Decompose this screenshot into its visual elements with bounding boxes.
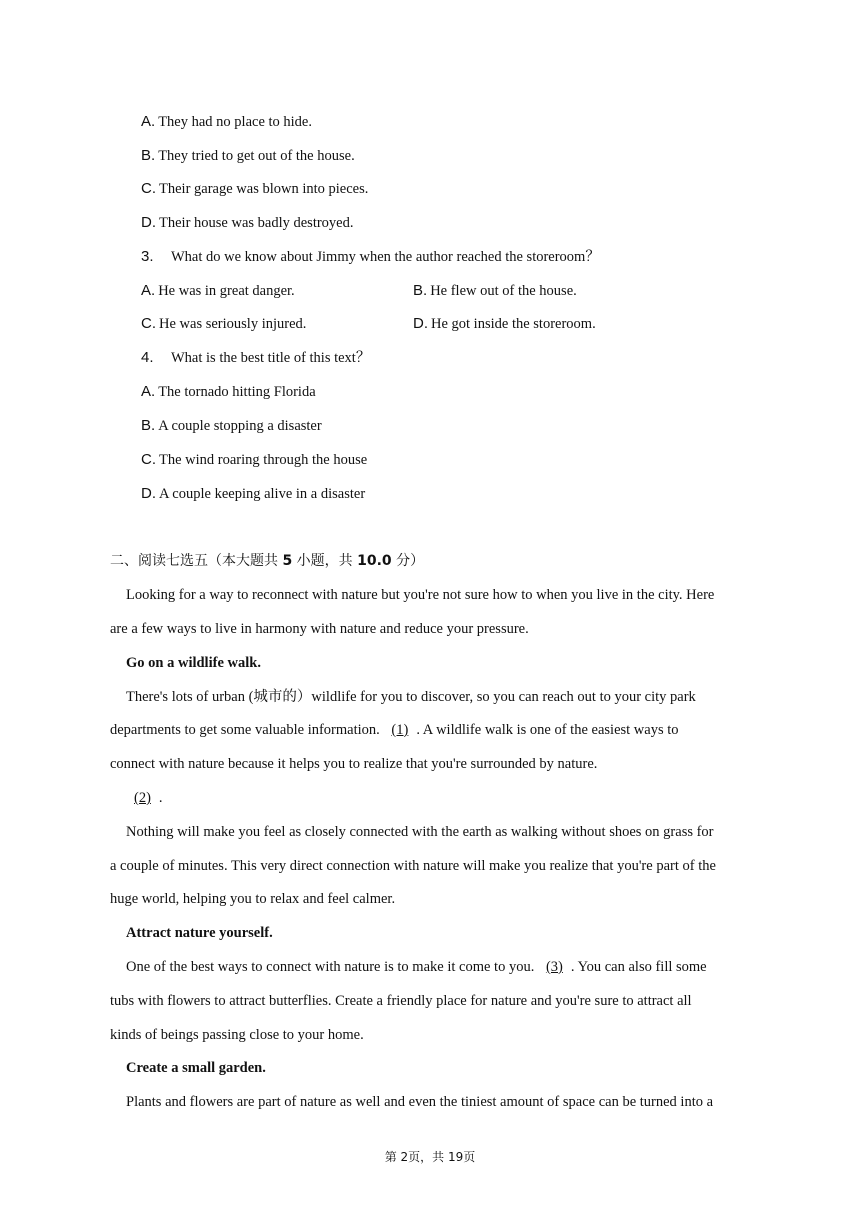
question-count: 5 — [282, 553, 293, 569]
option-letter: C. — [141, 180, 156, 197]
q2-option-d — [141, 213, 354, 233]
question-text: What do we know about Jimmy when the author reached the storeroom？ — [171, 249, 600, 265]
option-text: He got inside the storeroom. — [431, 316, 596, 332]
blank-2: (2) — [134, 790, 151, 806]
q4-option-c — [141, 450, 367, 470]
option-letter: A. — [141, 282, 156, 299]
q2-option-c — [141, 179, 368, 199]
passage-intro-line-1: Looking for a way to reconnect with nature but you're not sure how to when you live in the city. Here — [126, 587, 715, 603]
option-letter: A. — [141, 383, 156, 400]
option-letter: B. — [141, 147, 156, 164]
section-title-pre: 二、阅读七选五（本大题共 — [110, 553, 283, 569]
passage-intro-line-2: are a few ways to live in harmony with nature and reduce your pressure. — [110, 621, 529, 637]
question-number: 4. — [141, 349, 154, 366]
paragraph-1-line-3: connect with nature because it helps you to realize that you're surrounded by nature. — [110, 756, 598, 772]
paragraph-2-blank-line — [126, 788, 163, 808]
option-text: Their garage was blown into pieces. — [159, 181, 369, 197]
option-text: They tried to get out of the house. — [158, 148, 355, 164]
option-text: He was in great danger. — [158, 283, 295, 299]
page-number: 2 — [400, 1150, 409, 1164]
q3-option-b — [413, 281, 577, 301]
footer-pre: 第 — [384, 1150, 401, 1164]
subheading-wildlife-walk: Go on a wildlife walk. — [126, 655, 261, 671]
paragraph-4-line-3: kinds of beings passing close to your home. — [110, 1027, 364, 1043]
text-segment: departments to get some valuable information. — [110, 722, 384, 738]
option-text: A couple stopping a disaster — [158, 418, 322, 434]
paragraph-1-line-2 — [110, 720, 679, 740]
section-title-post: 分） — [391, 553, 425, 569]
q2-option-b — [141, 146, 355, 166]
option-letter: A. — [141, 113, 156, 130]
option-text: He was seriously injured. — [159, 316, 307, 332]
text-segment: . A wildlife walk is one of the easiest ways to — [416, 722, 679, 738]
option-letter: B. — [141, 417, 156, 434]
option-text: A couple keeping alive in a disaster — [159, 486, 366, 502]
q4-option-d — [141, 484, 365, 504]
q3-option-d — [413, 314, 596, 334]
paragraph-3-line-1: Nothing will make you feel as closely connected with the earth as walking without shoes on grass for — [126, 824, 714, 840]
paragraph-3-line-2: a couple of minutes. This very direct connection with nature will make you realize that you're part of the — [110, 858, 716, 874]
paragraph-4-line-1 — [126, 957, 707, 977]
footer-post: 页 — [463, 1150, 476, 1164]
section-title-mid: 小题，共 — [292, 553, 358, 569]
total-score: 10.0 — [357, 553, 392, 569]
paragraph-1-line-1: There's lots of urban (城市的）wildlife for you to discover, so you can reach out to your city park — [126, 689, 696, 705]
page-footer — [0, 1147, 860, 1167]
option-text: They had no place to hide. — [158, 114, 312, 130]
paragraph-5-line-1: Plants and flowers are part of nature as well and even the tiniest amount of space can be turned into a — [126, 1094, 714, 1110]
text-segment: One of the best ways to connect with nature is to make it come to you. — [126, 959, 538, 975]
total-pages: 19 — [448, 1150, 464, 1164]
paragraph-4-line-2: tubs with flowers to attract butterflies. Create a friendly place for nature and you're sure to attract all — [110, 993, 692, 1009]
q3-stem — [141, 247, 600, 267]
q3-option-c — [141, 314, 306, 334]
question-text: What is the best title of this text？ — [171, 350, 371, 366]
option-letter: D. — [413, 315, 428, 332]
paragraph-3-line-3: huge world, helping you to relax and feel calmer. — [110, 891, 396, 907]
subheading-small-garden: Create a small garden. — [126, 1060, 266, 1076]
option-letter: C. — [141, 451, 156, 468]
q4-option-b — [141, 416, 322, 436]
q3-option-a — [141, 281, 295, 301]
option-text: The tornado hitting Florida — [158, 384, 316, 400]
blank-1: (1) — [391, 722, 409, 738]
subheading-attract-nature: Attract nature yourself. — [126, 925, 273, 941]
section-heading — [110, 551, 424, 571]
option-letter: D. — [141, 485, 156, 502]
option-text: The wind roaring through the house — [159, 452, 368, 468]
option-letter: C. — [141, 315, 156, 332]
q2-option-a — [141, 112, 312, 132]
q4-option-a — [141, 382, 316, 402]
text-segment: . — [158, 790, 163, 806]
option-letter: B. — [413, 282, 428, 299]
option-letter: D. — [141, 214, 156, 231]
q4-stem — [141, 348, 370, 368]
blank-3: (3) — [545, 959, 563, 975]
option-text: He flew out of the house. — [430, 283, 577, 299]
question-number: 3. — [141, 248, 154, 265]
text-segment: . You can also fill some — [570, 959, 707, 975]
footer-mid: 页，共 — [408, 1150, 448, 1164]
option-text: Their house was badly destroyed. — [159, 215, 354, 231]
